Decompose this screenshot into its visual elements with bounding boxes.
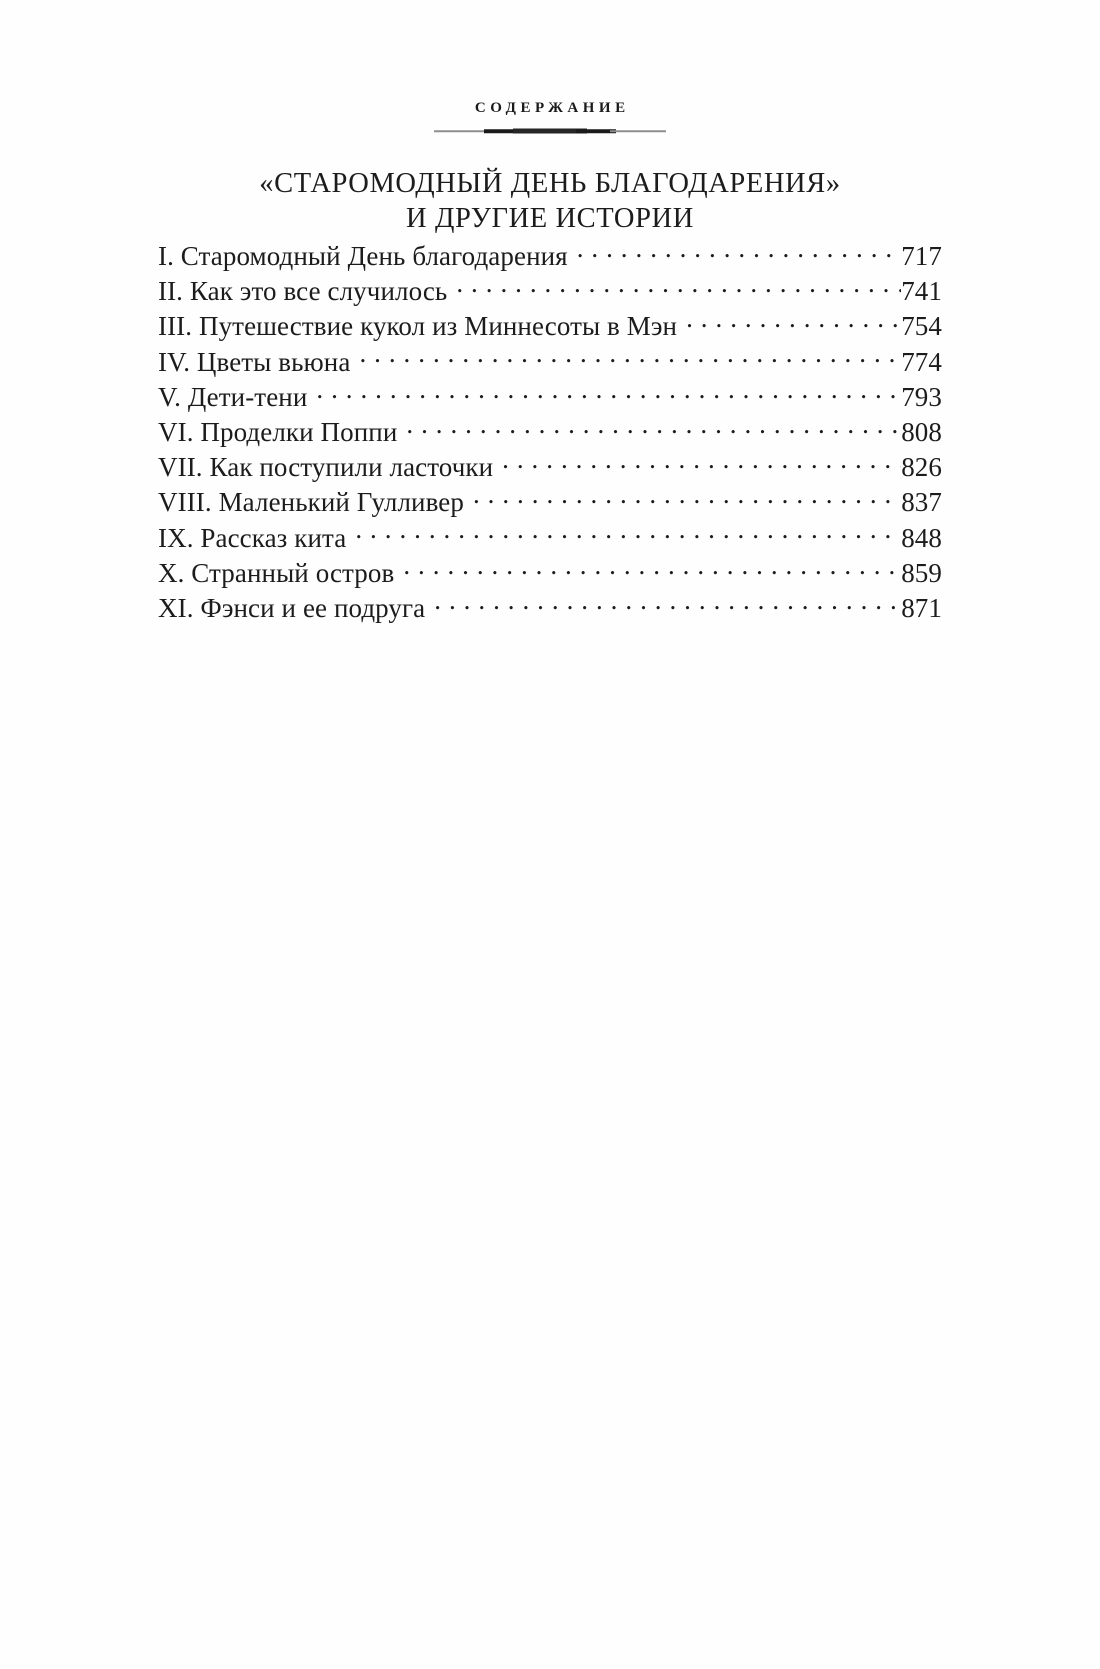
toc-entry-page-number: 793 (901, 381, 942, 412)
dot-leader (316, 379, 901, 406)
dot-leader (434, 590, 901, 617)
toc-entry[interactable] (158, 344, 942, 379)
toc-entry-page-number: 808 (901, 417, 942, 448)
rule-segment-thin-left (434, 130, 490, 132)
dot-leader (359, 344, 901, 371)
dot-leader (406, 414, 901, 441)
toc-entry-title: V. Дети-тени (158, 381, 308, 412)
section-title (0, 166, 1100, 236)
toc-entry-page-number: 837 (901, 487, 942, 518)
toc-entry[interactable] (158, 273, 942, 308)
toc-entry-page-number: 826 (901, 452, 942, 483)
toc-entry-title: III. Путешествие кукол из Миннесоты в Мэн (158, 311, 678, 342)
toc-entry[interactable] (158, 484, 942, 519)
toc-entry-title: IX. Рассказ кита (158, 522, 347, 553)
rule-segment-thin-right (610, 130, 666, 132)
dot-leader (577, 238, 901, 265)
toc-entry[interactable] (158, 379, 942, 414)
dot-leader (403, 555, 901, 582)
toc-entry-title: VIII. Маленький Гулливер (158, 487, 464, 518)
toc-entry-title: II. Как это все случилось (158, 276, 448, 307)
toc-entry-page-number: 871 (901, 593, 942, 624)
toc-entry[interactable] (158, 414, 942, 449)
toc-entry[interactable] (158, 520, 942, 555)
dot-leader (473, 484, 901, 511)
toc-entry-page-number: 774 (901, 346, 942, 377)
toc-entry-title: X. Странный остров (158, 557, 395, 588)
toc-entry-page-number: 717 (901, 241, 942, 271)
toc-entry-page-number: 741 (901, 276, 942, 307)
toc-entry-title: VII. Как поступили ласточки (158, 452, 494, 483)
section-title-line-1: «СТАРОМОДНЫЙ ДЕНЬ БЛАГОДАРЕНИЯ» (259, 168, 841, 199)
table-of-contents-list (158, 238, 942, 625)
toc-entry-title: VI. Проделки Поппи (158, 417, 398, 448)
ornamental-rule-icon (434, 129, 666, 134)
toc-entry[interactable] (158, 555, 942, 590)
dot-leader (355, 520, 901, 547)
running-head-block (0, 100, 1100, 134)
toc-entry-title: IV. Цветы вьюна (158, 346, 351, 377)
toc-entry[interactable] (158, 308, 942, 343)
section-title-line-2: И ДРУГИЕ ИСТОРИИ (406, 203, 694, 234)
dot-leader (456, 273, 901, 300)
toc-entry-page-number: 859 (901, 557, 942, 588)
dot-leader (502, 449, 901, 476)
toc-entry-title: XI. Фэнси и ее подруга (158, 593, 426, 624)
toc-entry-page-number: 848 (901, 522, 942, 553)
dot-leader (686, 308, 901, 335)
toc-entry-page-number: 754 (901, 311, 942, 342)
toc-entry[interactable] (158, 449, 942, 484)
toc-entry-title: I. Старомодный День благодарения (158, 241, 568, 271)
running-head: СОДЕРЖАНИЕ (474, 100, 630, 116)
toc-entry[interactable] (158, 590, 942, 625)
toc-entry[interactable] (158, 238, 942, 273)
